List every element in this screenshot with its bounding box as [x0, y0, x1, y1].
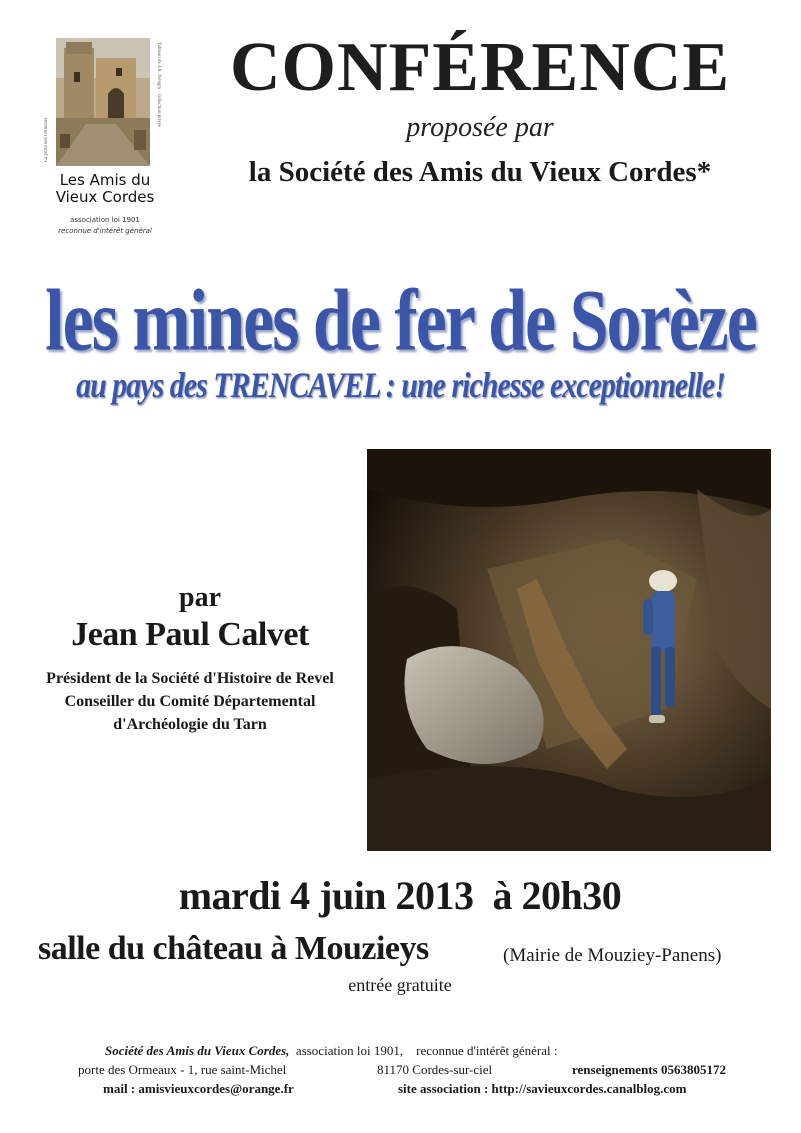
- logo-name-line1: Les Amis du: [59, 171, 151, 189]
- talk-subtitle: au pays des TRENCAVEL : une richesse exceptionnelle!: [76, 366, 725, 406]
- speaker-role-3: d'Archéologie du Tarn: [113, 716, 267, 733]
- event-venue: salle du château à Mouzieys: [38, 930, 429, 967]
- event-venue-note: (Mairie de Mouziey-Panens): [503, 945, 722, 966]
- event-date-time: mardi 4 juin 2013 à 20h30: [178, 873, 622, 918]
- speaker-role-2: Conseiller du Comité Départemental: [64, 693, 316, 710]
- footer-phone: renseignements 0563805172: [572, 1062, 726, 1077]
- mine-photo-image: [367, 449, 771, 851]
- footer-website[interactable]: site association : http://savieuxcordes.canalblog.com: [398, 1081, 687, 1096]
- footer-society-name: Société des Amis du Vieux Cordes,: [105, 1043, 290, 1058]
- logo-recognition-note: reconnue d'intérêt général: [58, 227, 152, 235]
- speaker-role-1: Président de la Société d'Histoire de Revel: [46, 670, 334, 687]
- speaker-name: Jean Paul Calvet: [71, 616, 309, 653]
- logo-caption-right: Tableau de J.A. Pelegry · collection privée: [156, 42, 161, 128]
- footer-address: porte des Ormeaux - 1, rue saint-Michel: [78, 1062, 287, 1077]
- society-logo: [44, 38, 161, 248]
- talk-title: les mines de fer de Sorèze: [45, 273, 756, 370]
- by-label: par: [179, 582, 221, 613]
- conference-heading: CONFÉRENCE: [229, 29, 731, 106]
- footer-email[interactable]: mail : amisvieuxcordes@orange.fr: [103, 1081, 294, 1096]
- footer-association-info: association loi 1901, reconnue d'intérêt général :: [289, 1043, 558, 1058]
- logo-caption-left: La porte des Ormeaux: [44, 117, 49, 162]
- logo-name-line2: Vieux Cordes: [55, 188, 155, 206]
- logo-painting-image: [56, 38, 150, 166]
- logo-name: [50, 172, 160, 206]
- proposed-by-text: proposée par: [406, 112, 554, 143]
- society-name: la Société des Amis du Vieux Cordes*: [248, 156, 712, 188]
- logo-association-note: association loi 1901: [70, 216, 140, 224]
- footer-city: 81170 Cordes-sur-ciel: [377, 1062, 493, 1077]
- entry-note: entrée gratuite: [348, 975, 452, 995]
- footer-line-1: [105, 1043, 557, 1059]
